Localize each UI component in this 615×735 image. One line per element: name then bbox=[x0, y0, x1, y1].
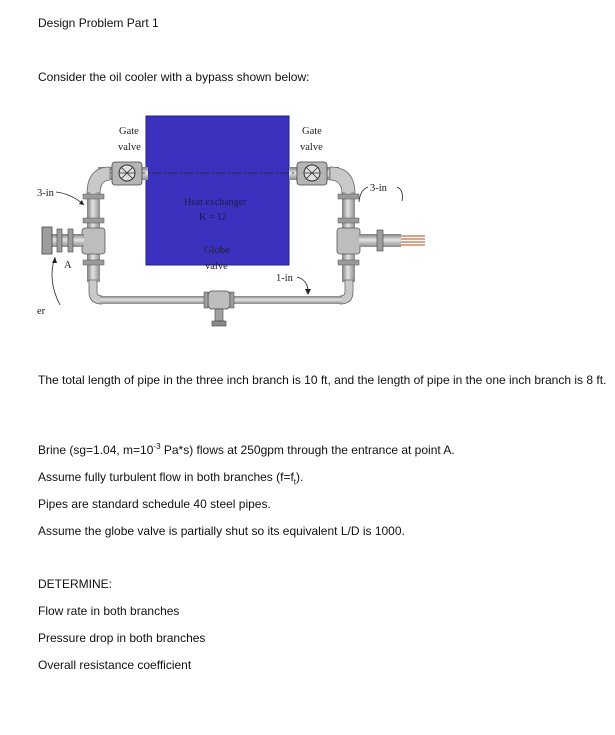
top-left-elbow bbox=[87, 167, 110, 194]
inlet-flange bbox=[42, 227, 52, 254]
gate-valve-left-label-1: Gate bbox=[119, 126, 139, 137]
determine-item: Pressure drop in both branches bbox=[38, 631, 206, 645]
document-title: Design Problem Part 1 bbox=[38, 16, 159, 30]
brine-text-pre: Brine (sg=1.04, m=10 bbox=[38, 443, 154, 457]
brine-exponent: -3 bbox=[153, 442, 161, 451]
gate-valve-right-label-2: valve bbox=[300, 142, 323, 153]
intro-text: Consider the oil cooler with a bypass shown below: bbox=[38, 70, 310, 84]
leader-point-a bbox=[52, 257, 60, 305]
globe-valve-label-1: Globe bbox=[204, 245, 230, 256]
leader-3in-right bbox=[359, 187, 368, 202]
pipe-length-text: The total length of pipe in the three inch branch is 10 ft, and the length of pipe in the one inch branch is 8 ft. bbox=[38, 373, 607, 387]
inlet-pipe bbox=[50, 234, 84, 247]
globe-valve bbox=[204, 291, 234, 326]
label-3in-left: 3-in bbox=[37, 188, 54, 199]
left-tee bbox=[82, 228, 105, 254]
globe-valve-text: Assume the globe valve is partially shut so its equivalent L/D is 1000. bbox=[38, 524, 405, 538]
turbulent-subscript: t bbox=[293, 477, 297, 487]
right-tee bbox=[337, 228, 360, 254]
label-3in-right: 3-in bbox=[370, 183, 387, 194]
gate-valve-right bbox=[297, 162, 327, 185]
determine-heading: DETERMINE: bbox=[38, 577, 113, 591]
gate-valve-left-label-2: valve bbox=[118, 142, 141, 153]
heat-exchanger bbox=[146, 116, 289, 265]
top-right-elbow bbox=[330, 167, 355, 194]
label-1in: 1-in bbox=[276, 273, 293, 284]
heat-exchanger-label: Heat exchanger bbox=[184, 197, 247, 208]
label-point-a: A bbox=[64, 260, 72, 271]
heat-exchanger-k-label: K = 12 bbox=[199, 212, 227, 223]
gate-valve-right-label-1: Gate bbox=[302, 126, 322, 137]
pipes-text: Pipes are standard schedule 40 steel pipes. bbox=[38, 497, 271, 511]
oil-cooler-figure bbox=[0, 110, 615, 340]
gate-valve-left bbox=[112, 162, 142, 185]
brine-text-post: Pa*s) flows at 250gpm through the entrance at point A. bbox=[160, 443, 455, 457]
turbulent-text bbox=[38, 470, 303, 485]
globe-valve-label-2: valve bbox=[205, 261, 228, 272]
determine-item: Overall resistance coefficient bbox=[38, 658, 192, 672]
turbulent-text-post: ). bbox=[296, 470, 304, 484]
determine-item: Flow rate in both branches bbox=[38, 604, 180, 618]
turbulent-text-pre: Assume fully turbulent flow in both branches (f=f bbox=[38, 470, 294, 484]
label-er: er bbox=[37, 306, 46, 317]
outlet-flow-lines bbox=[401, 236, 425, 245]
brine-text bbox=[38, 443, 455, 458]
